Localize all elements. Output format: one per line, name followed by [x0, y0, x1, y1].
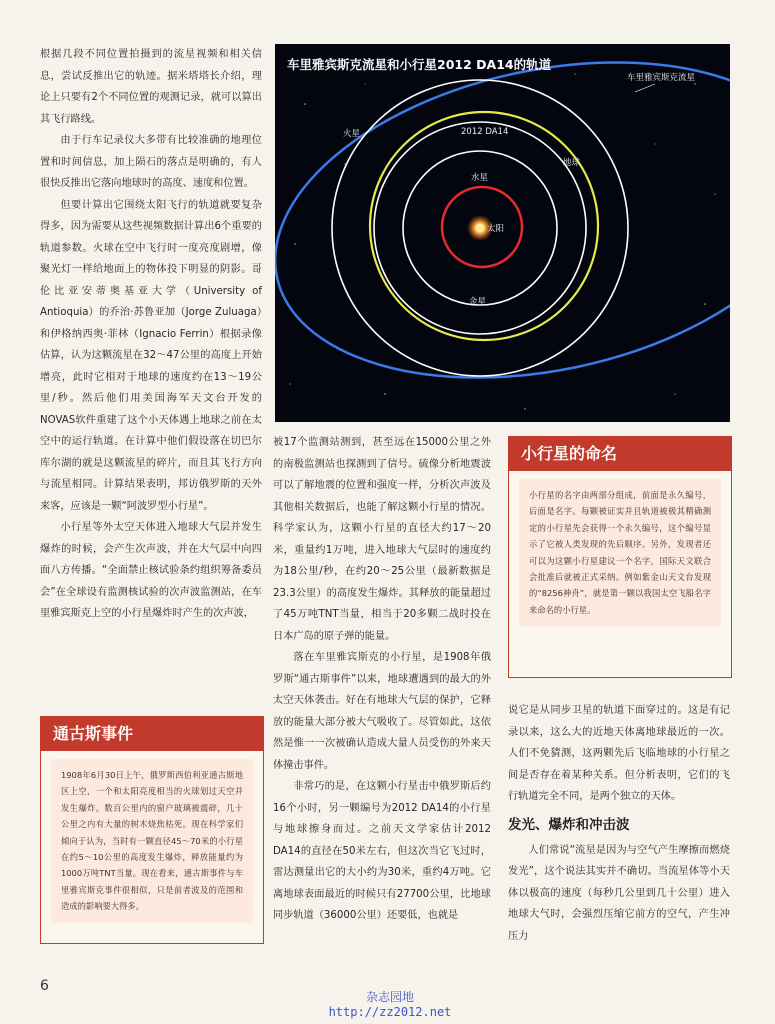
- label-mercury: 水星: [471, 173, 489, 183]
- right-paragraph-1: 说它是从同步卫星的轨道下面穿过的。这是有记录以来，这么大的近地天体离地球最近的一次。人们不免猜测，这两颗先后飞临地球的小行星之间是否存在着某种关系。但分析表明，它们的飞行轨道完全不同，是两个独立的天体。: [508, 705, 730, 802]
- left-paragraph-4: 小行星等外太空天体进入地球大气层并发生爆炸的时候，会产生次声波，并在大气层中向四面八方传播。“全面禁止核试验条约组织筹备委员会”在全球设有监测核试验的次声波监测站，在车里雅宾斯克上空的小行星爆炸时产生的次声波，: [40, 522, 262, 619]
- sidebar-asteroid-naming: [508, 436, 732, 678]
- sidebar-naming-body: 小行星的名字由两部分组成，前面是永久编号，后面是名字。每颗被证实并且轨道被极其精确测定的小行星先会获得一个永久编号，这个编号显示了它被人类发现的先后顺序。另外，发现者还可以为这颗小行星建议一个名字，国际天文联合会批准后就被正式采纳。例如紫金山天文台发现的“8256神舟”，就是第一颗以我国太空飞船名字来命名的小行星。: [519, 479, 721, 626]
- right-column: [508, 700, 730, 947]
- sidebar-tunguska-event: [40, 716, 264, 944]
- label-mars: 火星: [343, 129, 361, 139]
- section-heading: 发光、爆炸和冲击波: [508, 816, 630, 833]
- left-paragraph-1: 根据几段不同位置拍摄到的流星视频和相关信息，尝试反推出它的轨迹。据米塔塔长介绍，理论上只要有2个不同位置的观测记录，就可以算出其飞行路线。: [40, 49, 262, 125]
- watermark: [300, 990, 480, 1020]
- sidebar-tunguska-title: 通古斯事件: [41, 717, 263, 751]
- meteor-label-pointer: [635, 84, 655, 92]
- middle-column: [273, 432, 491, 927]
- orbit-figure: [275, 44, 730, 422]
- sidebar-tunguska-body: 1908年6月30日上午，俄罗斯西伯利亚通古斯地区上空，一个和太阳亮度相当的火球划过天空并发生爆炸。数百公里内的窗户玻璃被震碎，几十公里之内有大量的树木烧焦枯死。现在科学家们倾向于认为，当时有一颗直径45～70米的小行星在约5～10公里的高度发生爆炸，释放能量约为1000万吨TNT当量。现在看来，通古斯事件与车里雅宾斯克事件很相似，只是前者波及的范围和造成的影响要大得多。: [51, 759, 253, 923]
- orbit-diagram: [275, 44, 730, 422]
- middle-paragraph-3: 非常巧的是，在这颗小行星击中俄罗斯后约16个小时，另一颗编号为2012 DA14的小行星与地球擦身而过。之前天文学家估计2012 DA14的直径在50米左右，但这次当它飞过时，雷达测量出它的大小约为30米，重约4万吨。它离地球表面最近的时候只有27700公里，比地球同步轨道（36000公里）还要低，也就是: [273, 781, 491, 921]
- sun-core: [476, 224, 485, 233]
- label-venus: 金星: [469, 297, 487, 307]
- page-number: 6: [40, 978, 49, 994]
- left-paragraph-2: 由于行车记录仪大多带有比较准确的地理位置和时间信息，加上陨石的落点是明确的，有人很快反推出它落向地球时的高度、速度和位置。: [40, 135, 262, 189]
- sidebar-naming-title: 小行星的命名: [509, 437, 731, 471]
- watermark-title: 杂志园地: [365, 990, 414, 1004]
- left-paragraph-3: 但要计算出它围绕太阳飞行的轨道就要复杂得多，因为需要从这些视频数据计算出6个重要的轨道参数。火球在空中飞行时一度亮度剧增，像聚光灯一样给地面上的物体投下明显的阴影。哥伦比亚安蒂奥基亚大学（University of Antioquia）的乔治·苏鲁亚加（Jorge Zuluaga）和伊格纳西奥·菲林（Ignacio Ferrin）根据录像估算，认为这颗流星在32～47公里的高度上开始增亮，此时它相对于地球的速度约在13～19公里/秒。然后他们用美国海军天文台开发的NOVAS软件重建了这个小天体遇上地球之前在太空中的运行轨道。在计算中他们假设落在切巴尔库尔湖的就是这颗流星的碎片，而且其飞行方向与流星相同。计算结果表明，邦访俄罗斯的天外来客，应该是一颗“阿波罗型小行星”。: [40, 199, 262, 512]
- star-field: [289, 68, 715, 409]
- label-chelyabinsk-meteor: 车里雅宾斯克流星: [627, 73, 696, 83]
- label-sun: 太阳: [487, 224, 505, 234]
- middle-paragraph-1: 被17个监测站测到，甚至远在15000公里之外的南极监测站也探测到了信号。硫像分析地震波可以了解地震的位置和强度一样，分析次声波及其他相关数据后，也能了解这颗小行星的情况。科学家认为，这颗小行星的直径大约17～20米，重量约1万吨，进入地球大气层时的速度约为18公里/秒，在约20～25公里（最新数据是23.3公里）的高度发生爆炸。其释放的能量超过了45万吨TNT当量，相当于20多颗二战时投在日本广岛的原子弹的能量。: [273, 437, 491, 642]
- label-2012da14: 2012 DA14: [461, 127, 509, 137]
- middle-paragraph-2: 落在车里雅宾斯克的小行星，是1908年俄罗斯“通古斯事件”以来，地球遭遇到的最大的外太空天体袭击。好在有地球大气层的保护，它释放的能量大部分被大气吸收了。尽管如此，这依然是惟一一次被确认造成大量人员受伤的外来天体撞击事件。: [273, 652, 491, 771]
- watermark-url: http://zz2012.net: [328, 1005, 452, 1019]
- right-section-paragraph-1: 人们常说“流星是因为与空气产生摩擦而燃烧发光”，这个说法其实并不确切。当流星体等小天体以极高的速度（每秒几公里到几十公里）进入地球大气时，会强烈压缩它前方的空气，产生冲压力: [508, 844, 730, 942]
- figure-title: 车里雅宾斯克流星和小行星2012 DA14的轨道: [287, 57, 552, 72]
- left-column: [40, 44, 262, 625]
- label-earth: 地球: [563, 158, 581, 168]
